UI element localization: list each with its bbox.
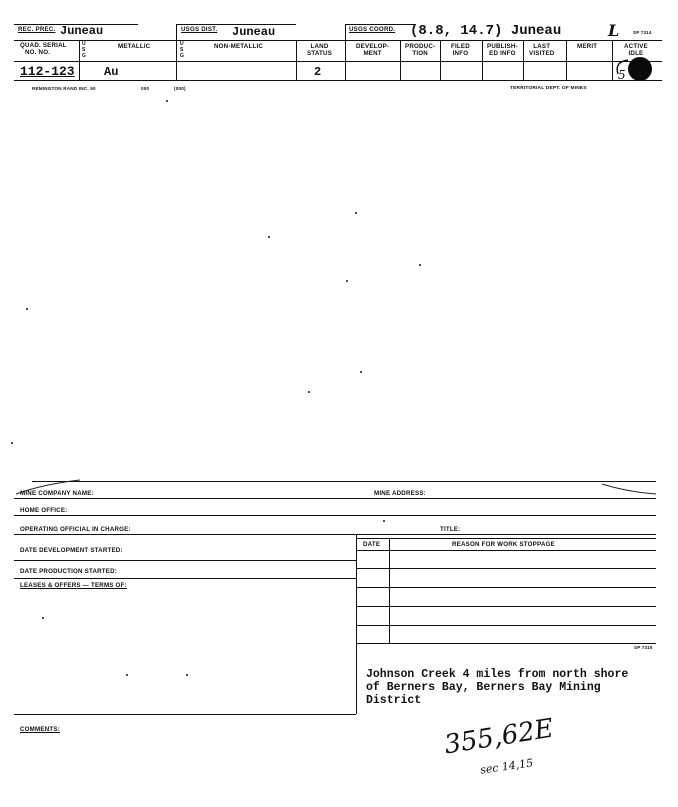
form-code-bottom: SP 7315 xyxy=(634,645,653,650)
leases-label: LEASES & OFFERS — TERMS OF: xyxy=(20,582,127,589)
mine-company-name-label: MINE COMPANY NAME: xyxy=(20,490,94,497)
col-metallic: METALLIC xyxy=(118,43,151,50)
col-development: DEVELOP- MENT xyxy=(356,43,390,57)
col-quad-serial: QUAD. SERIAL xyxy=(20,42,67,49)
record-quad-serial: 112-123 xyxy=(20,64,75,79)
date-production-label: DATE PRODUCTION STARTED: xyxy=(20,568,118,575)
col-quad-serial-no: NO. NO. xyxy=(25,49,51,56)
printer-code-2: (000) xyxy=(174,86,186,91)
department-text: TERRITORIAL DEPT. OF MINES xyxy=(510,86,587,91)
usgs-dist-value: Juneau xyxy=(232,25,276,39)
col-production: PRODUC- TION xyxy=(405,43,436,57)
handwritten-section: sec 14,15 xyxy=(479,756,534,777)
printer-text: REMINGTON RAND INC. 50 xyxy=(32,86,96,91)
col-filed-info: FILED INFO xyxy=(451,43,470,57)
usgs-coord-label: USGS COORD. xyxy=(349,26,396,33)
active-mark-digit: 5 xyxy=(618,68,626,82)
form-code-top: SP 7314 xyxy=(633,30,652,35)
letter-value: L xyxy=(608,21,620,40)
operating-official-label: OPERATING OFFICIAL IN CHARGE: xyxy=(20,526,131,533)
typed-location-comment: Johnson Creek 4 miles from north shore of Berners Bay, Berners Bay Mining District xyxy=(366,668,629,707)
printer-code: 000 xyxy=(141,86,150,91)
col-published-info: PUBLISH- ED INFO xyxy=(487,43,518,57)
rec-prec-value: Juneau xyxy=(60,24,104,38)
comments-label: COMMENTS: xyxy=(20,726,60,733)
date-development-label: DATE DEVELOPMENT STARTED: xyxy=(20,547,123,554)
col-non-metallic: NON-METALLIC xyxy=(214,43,264,50)
mine-address-label: MINE ADDRESS: xyxy=(374,490,426,497)
pen-stroke-right xyxy=(600,480,660,498)
col-merit: MERIT xyxy=(577,43,598,50)
col-land-status: LAND STATUS xyxy=(307,43,333,57)
reason-column-header: REASON FOR WORK STOPPAGE xyxy=(452,541,555,548)
col-uss-marks: U S G xyxy=(82,41,87,59)
title-label: TITLE: xyxy=(440,526,461,533)
date-column-header: DATE xyxy=(363,541,381,548)
record-metallic: Au xyxy=(104,65,119,79)
handwritten-claim-number: 355,62E xyxy=(442,713,556,761)
usgs-dist-label: USGS DIST. xyxy=(181,26,218,33)
home-office-label: HOME OFFICE: xyxy=(20,507,68,514)
record-land-status: 2 xyxy=(314,65,322,79)
usgs-coord-value: (8.8, 14.7) Juneau xyxy=(410,23,562,39)
rec-prec-label: REC. PREC. xyxy=(18,26,56,33)
col-active-idle: ACTIVE IDLE xyxy=(624,43,648,57)
col-nonmetallic-marks: U S G xyxy=(180,41,185,59)
col-last-visited: LAST VISITED xyxy=(529,43,555,57)
